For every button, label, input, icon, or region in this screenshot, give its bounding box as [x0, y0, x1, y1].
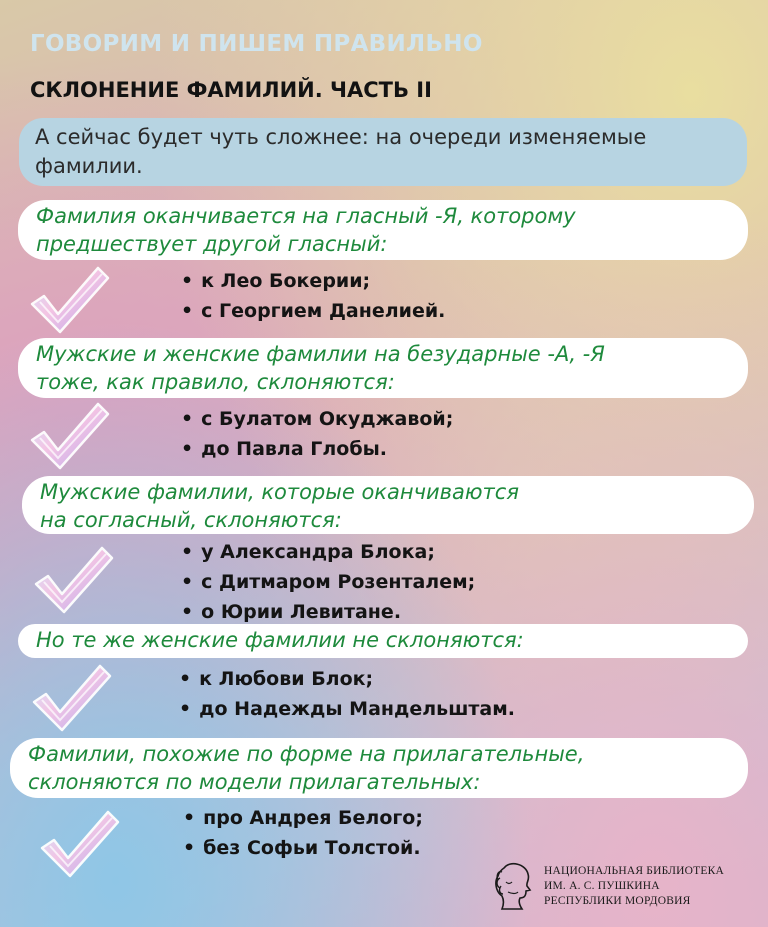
page-title: СКЛОНЕНИЕ ФАМИЛИЙ. ЧАСТЬ II	[30, 78, 432, 102]
logo-text-line: РЕСПУБЛИКИ МОРДОВИЯ	[544, 895, 691, 907]
checkmark-icon	[28, 660, 114, 736]
rule-line: тоже, как правило, склоняются:	[36, 370, 395, 394]
rule-box-5	[10, 738, 748, 798]
logo-text-line: НАЦИОНАЛЬНАЯ БИБЛИОТЕКА	[544, 865, 724, 877]
example-list-3	[181, 537, 475, 627]
page-kicker: ГОВОРИМ И ПИШЕМ ПРАВИЛЬНО	[30, 31, 483, 57]
rule-line: Фамилии, похожие по форме на прилагательные,	[28, 742, 585, 766]
example-item: • к Любови Блок;	[179, 664, 515, 694]
example-item: • про Андрея Белого;	[183, 803, 423, 833]
rule-line: предшествует другой гласный:	[36, 232, 388, 256]
example-item: • до Надежды Мандельштам.	[179, 694, 515, 724]
checkmark-icon	[30, 542, 116, 618]
checkmark-icon	[26, 262, 112, 338]
example-item: • с Булатом Окуджавой;	[181, 404, 453, 434]
rule-line: Фамилия оканчивается на гласный -Я, которому	[36, 204, 576, 228]
example-list-1	[181, 266, 445, 326]
rule-line: Мужские фамилии, которые оканчиваются	[40, 480, 519, 504]
checkmark-icon	[36, 806, 122, 882]
rule-box-2	[18, 338, 748, 398]
rule-line: на согласный, склоняются:	[40, 508, 342, 532]
example-item: • без Софьи Толстой.	[183, 833, 423, 863]
example-list-4	[179, 664, 515, 724]
rule-box-3	[22, 476, 754, 534]
logo-text-line: ИМ. А. С. ПУШКИНА	[544, 880, 660, 892]
rule-line: Но те же женские фамилии не склоняются:	[36, 628, 524, 652]
checkmark-icon	[26, 398, 112, 474]
library-logo	[500, 862, 760, 912]
rule-line: склоняются по модели прилагательных:	[28, 770, 481, 794]
intro-text: А сейчас будет чуть сложнее: на очереди изменяемые фамилии.	[35, 125, 647, 178]
example-item: • у Александра Блока;	[181, 537, 475, 567]
example-item: • о Юрии Левитане.	[181, 597, 475, 627]
rule-box-1	[18, 200, 748, 260]
example-list-5	[183, 803, 423, 863]
rule-line: Мужские и женские фамилии на безударные -А, -Я	[36, 342, 605, 366]
example-list-2	[181, 404, 453, 464]
example-item: • с Георгием Данелией.	[181, 296, 445, 326]
rule-box-4	[18, 624, 748, 658]
intro-box	[19, 118, 747, 186]
example-item: • до Павла Глобы.	[181, 434, 453, 464]
pushkin-profile-icon	[492, 862, 536, 910]
example-item: • с Дитмаром Розенталем;	[181, 567, 475, 597]
example-item: • к Лео Бокерии;	[181, 266, 445, 296]
